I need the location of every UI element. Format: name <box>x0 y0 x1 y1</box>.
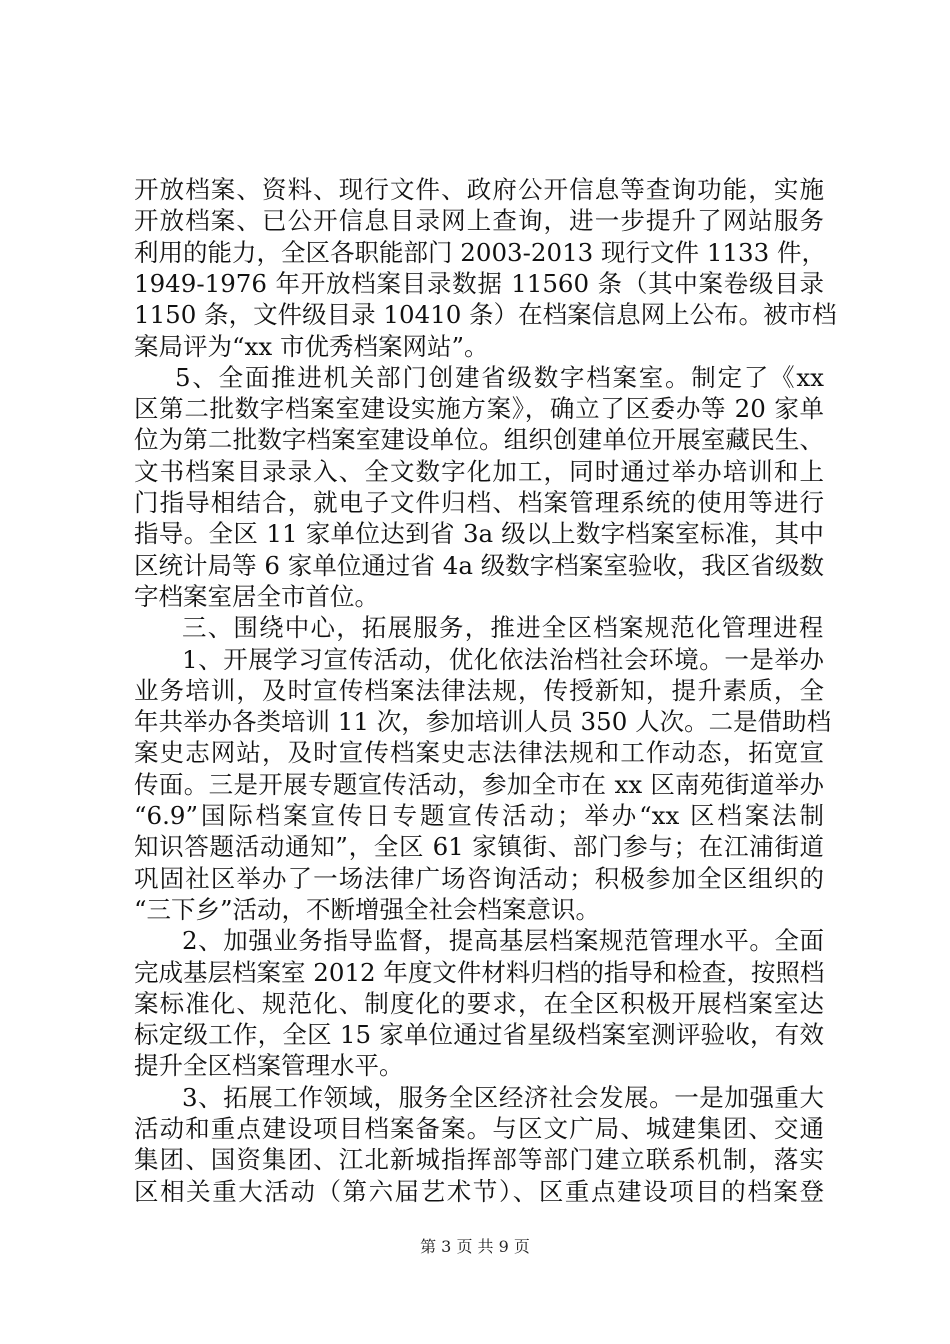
body-line: “三下乡”活动，不断增强全社会档案意识。 <box>134 894 601 924</box>
body-line: 门指导相结合，就电子文件归档、档案管理系统的使用等进行 <box>134 488 824 517</box>
paragraph-first-line: 1、开展学习宣传活动，优化依法治档社会环境。一是举办 <box>182 644 824 674</box>
body-line: 活动和重点建设项目档案备案。与区文广局、城建集团、交通 <box>134 1114 824 1143</box>
body-line: 集团、国资集团、江北新城指挥部等部门建立联系机制，落实 <box>134 1145 824 1175</box>
body-line: “6.9”国际档案宣传日专题宣传活动；举办“xx 区档案法制 <box>134 801 824 830</box>
body-line: 区相关重大活动（第六届艺术节）、区重点建设项目的档案登 <box>134 1176 824 1206</box>
body-line: 位为第二批数字档案室建设单位。组织创建单位开展室藏民生、 <box>134 425 824 455</box>
body-line: 开放档案、资料、现行文件、政府公开信息等查询功能，实施 <box>134 175 824 204</box>
body-line: 指导。全区 11 家单位达到省 3a 级以上数字档案室标准，其中 <box>134 519 824 549</box>
body-line: 提升全区档案管理水平。 <box>134 1051 404 1081</box>
body-line: 传面。三是开展专题宣传活动，参加全市在 xx 区南苑街道举办 <box>134 769 824 799</box>
paragraph-first-line: 2、加强业务指导监督，提高基层档案规范管理水平。全面 <box>182 926 824 956</box>
body-line: 开放档案、已公开信息目录网上查询，进一步提升了网站服务 <box>134 206 824 236</box>
body-line: 知识答题活动通知”，全区 61 家镇街、部门参与；在江浦街道 <box>134 832 824 862</box>
body-line: 业务培训，及时宣传档案法律法规，传授新知，提升素质，全 <box>134 675 824 705</box>
section-heading: 三、围绕中心，拓展服务，推进全区档案规范化管理进程 <box>182 613 825 643</box>
body-line: 1150 条，文件级目录 10410 条）在档案信息网上公布。被市档 <box>134 300 837 330</box>
paragraph-first-line: 5、全面推进机关部门创建省级数字档案室。制定了《xx <box>175 362 824 392</box>
body-line: 文书档案目录录入、全文数字化加工，同时通过举办培训和上 <box>134 456 824 486</box>
body-line: 利用的能力，全区各职能部门 2003-2013 现行文件 1133 件， <box>134 237 826 267</box>
body-line: 案史志网站，及时宣传档案史志法律法规和工作动态，拓宽宣 <box>134 738 824 768</box>
body-line: 年共举办各类培训 11 次，参加培训人员 350 人次。二是借助档 <box>134 707 832 737</box>
body-line: 字档案室居全市首位。 <box>134 581 379 611</box>
body-line: 1949-1976 年开放档案目录数据 11560 条（其中案卷级目录 <box>134 268 824 298</box>
paragraph-first-line: 3、拓展工作领域，服务全区经济社会发展。一是加强重大 <box>182 1082 824 1112</box>
body-line: 巩固社区举办了一场法律广场咨询活动；积极参加全区组织的 <box>134 863 824 893</box>
body-line: 案标准化、规范化、制度化的要求，在全区积极开展档案室达 <box>134 988 824 1018</box>
page-number-footer: 第 3 页 共 9 页 <box>420 1237 530 1256</box>
body-line: 完成基层档案室 2012 年度文件材料归档的指导和检查，按照档 <box>134 957 825 987</box>
body-line: 案局评为“xx 市优秀档案网站”。 <box>134 331 489 361</box>
body-line: 标定级工作，全区 15 家单位通过省星级档案室测评验收，有效 <box>134 1020 824 1050</box>
body-line: 区统计局等 6 家单位通过省 4a 级数字档案室验收，我区省级数 <box>134 550 824 580</box>
body-line: 区第二批数字档案室建设实施方案》，确立了区委办等 20 家单 <box>134 394 824 424</box>
